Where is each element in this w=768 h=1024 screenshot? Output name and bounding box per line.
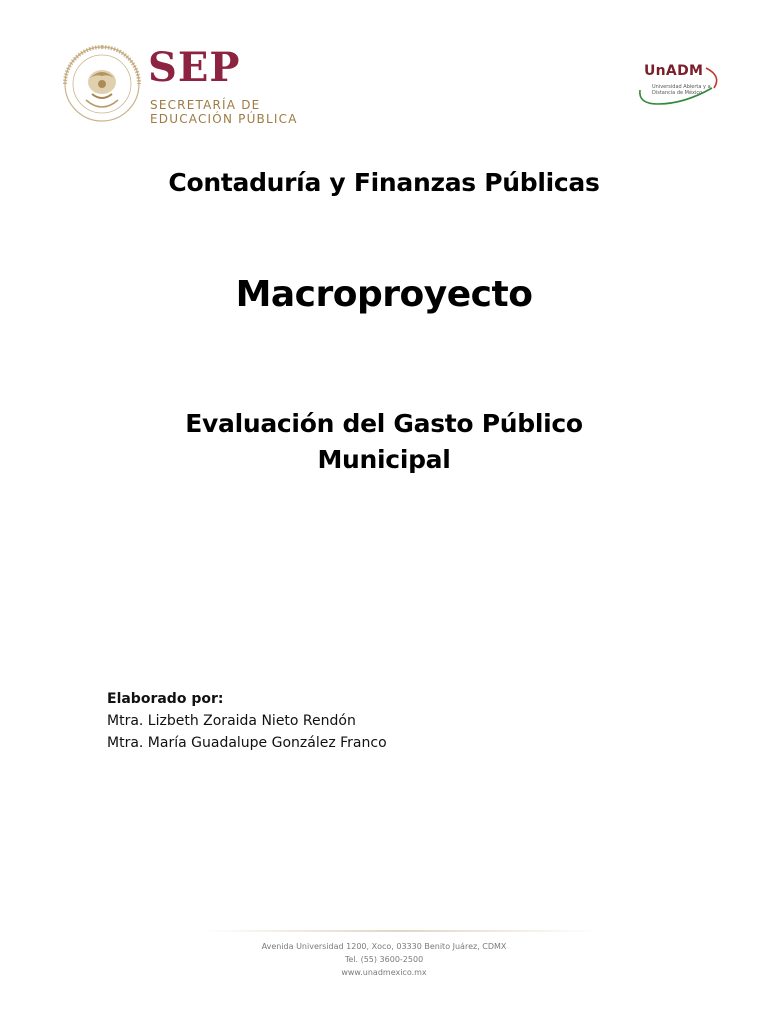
authors-block xyxy=(107,688,387,754)
topic-title xyxy=(0,406,768,478)
footer-divider xyxy=(200,930,600,932)
sep-logo xyxy=(62,44,302,128)
authors-label: Elaborado por: xyxy=(107,691,224,707)
career-title: Contaduría y Finanzas Públicas xyxy=(168,168,600,197)
topic-title-line1: Evaluación del Gasto Público xyxy=(185,409,583,438)
sep-wordmark: SEP xyxy=(148,44,241,91)
author-name: Mtra. María Guadalupe González Franco xyxy=(107,735,387,751)
sep-subtitle-line2: EDUCACIÓN PÚBLICA xyxy=(150,112,298,126)
unadm-tagline-line1: Universidad Abierta y a xyxy=(652,84,711,90)
document-type-title: Macroproyecto xyxy=(235,274,533,315)
author-name: Mtra. Lizbeth Zoraida Nieto Rendón xyxy=(107,713,356,729)
unadm-tagline-line2: Distancia de México xyxy=(652,90,703,96)
mexican-coat-of-arms-seal-icon xyxy=(62,44,142,124)
unadm-logo xyxy=(634,60,720,108)
footer-website-link[interactable]: www.unadmexico.mx xyxy=(341,968,427,977)
footer-phone: Tel. (55) 3600-2500 xyxy=(344,955,424,964)
footer-address: Avenida Universidad 1200, Xoco, 03330 Benito Juárez, CDMX xyxy=(261,942,507,951)
sep-subtitle-line1: SECRETARÍA DE xyxy=(150,98,261,112)
topic-title-line2: Municipal xyxy=(317,445,451,474)
unadm-wordmark: UnADM xyxy=(644,63,704,79)
